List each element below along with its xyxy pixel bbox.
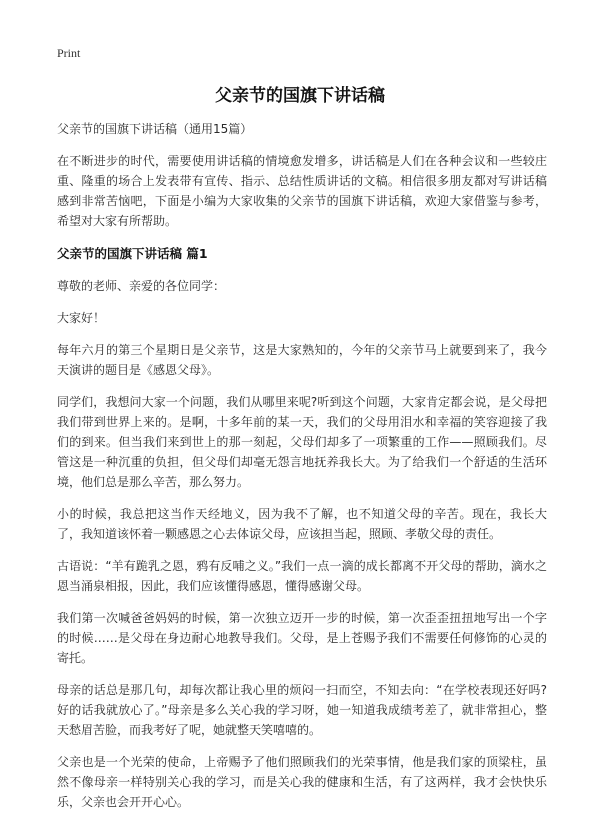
paragraph-hello: 大家好！: [57, 311, 106, 325]
page-title: 父亲节的国旗下讲话稿: [215, 86, 385, 106]
paragraph: 我们第一次喊爸爸妈妈的时候，第一次独立迈开一步的时候，第一次歪歪扭扭地写出一个字的时候……是父母在身边耐心地教导我们。父母，是上苍赐予我们不需要任何修饰的心灵的寄托。: [57, 611, 547, 665]
paragraph: 母亲的话总是那几句，却每次都让我心里的烦闷一扫而空，不知去向：“在学校表现还好吗?好的话我就放心了。”母亲是多么关心我的学习呀，她一知道我成绩考差了，就非常担心，整天愁眉苦脸，而我考好了呢，她就整天笑嘻嘻的。: [57, 683, 547, 737]
paragraph: 小的时候，我总把这当作天经地义，因为我不了解，也不知道父母的辛苦。现在，我长大了，我知道该怀着一颗感恩之心去体谅父母，应该担当起，照顾、孝敬父母的责任。: [57, 507, 547, 541]
section-heading: 父亲节的国旗下讲话稿 篇1: [57, 246, 208, 261]
paragraph: 父亲也是一个光荣的使命，上帝赐予了他们照顾我们的光荣事情，他是我们家的顶梁柱，虽然不像母亲一样特别关心我的学习，而是关心我的健康和生活，有了这两样，我才会快快乐乐，父亲也会开开心心。: [57, 755, 547, 809]
paragraph: 同学们，我想问大家一个问题，我们从哪里来呢?听到这个问题，大家肯定都会说，是父母把我们带到世界上来的。是啊，十多年前的某一天，我们的父母用泪水和幸福的笑容迎接了我们的到来。但当我们来到世上的那一刻起，父母们却多了一项繁重的工作——照顾我们。尽管这是一种沉重的负担，但父母们却毫无怨言地抚养我长大。为了给我们一个舒适的生活环境，他们总是那么辛苦，那么努力。: [57, 395, 547, 489]
article-intro: 在不断进步的时代，需要使用讲话稿的情境愈发增多，讲话稿是人们在各种会议和一些较庄重、隆重的场合上发表带有宣传、指示、总结性质讲话的文稿。相信很多朋友都对写讲话稿感到非常苦恼吧，下面是小编为大家收集的父亲节的国旗下讲话稿，欢迎大家借鉴与参考，希望对大家有所帮助。: [57, 154, 547, 228]
paragraph-greeting: 尊敬的老师、亲爱的各位同学：: [57, 279, 226, 293]
paragraph: 古语说：“羊有跪乳之恩，鸦有反哺之义。”我们一点一滴的成长都离不开父母的帮助，滴水之恩当涌泉相报，因此，我们应该懂得感恩，懂得感谢父母。: [57, 559, 547, 593]
article-body: [57, 119, 547, 824]
paragraph: 每年六月的第三个星期日是父亲节，这是大家熟知的，今年的父亲节马上就要到来了，我今天演讲的题目是《感恩父母》。: [57, 343, 547, 377]
article-subtitle: 父亲节的国旗下讲话稿（通用15篇）: [57, 122, 253, 136]
print-link[interactable]: Print: [57, 46, 81, 60]
